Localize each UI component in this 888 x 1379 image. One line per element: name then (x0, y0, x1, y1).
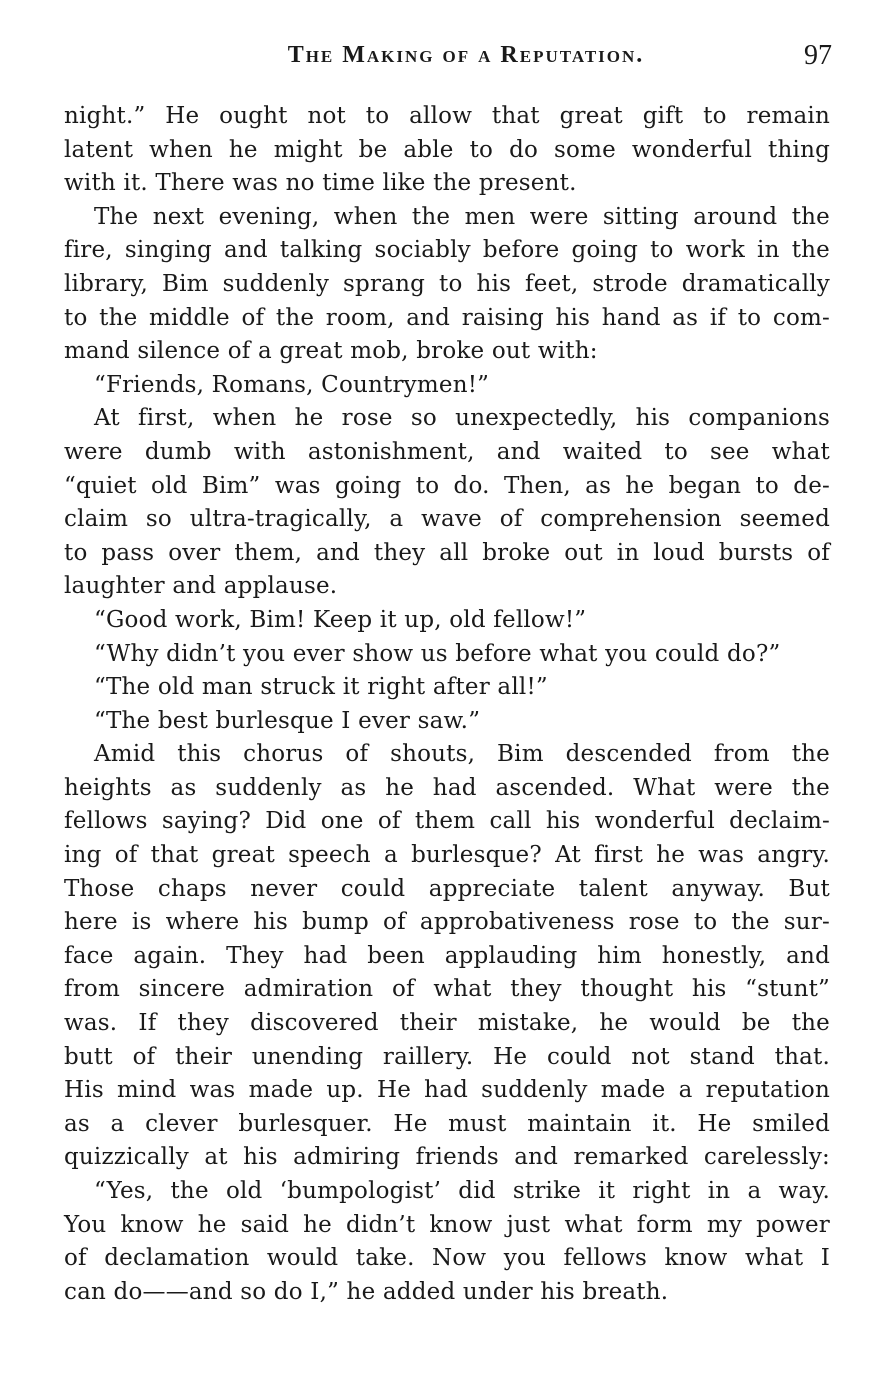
text-line: Those chaps never could appreciate talent anyway. But (64, 875, 830, 902)
text-line: “The best burlesque I ever saw.” (94, 707, 481, 734)
text-line: His mind was made up. He had suddenly made a reputation (64, 1077, 830, 1104)
text-line: to the middle of the room, and raising his hand as if to com- (64, 304, 830, 331)
text-line: here is where his bump of approbativeness rose to the sur- (64, 909, 830, 936)
text-line: to pass over them, and they all broke out in loud bursts of (64, 539, 830, 566)
page-number: 97 (804, 40, 832, 71)
text-line: fellows saying? Did one of them call his wonderful declaim- (64, 808, 830, 835)
text-line: butt of their unending raillery. He could not stand that. (64, 1043, 830, 1070)
text-line: You know he said he didn’t know just what form my power (64, 1211, 830, 1238)
running-title: The Making of a Reputation. (287, 42, 645, 68)
body-text (64, 100, 830, 1309)
text-line: “quiet old Bim” was going to do. Then, as he began to de- (64, 472, 830, 499)
text-line: claim so ultra-tragically, a wave of comprehension seemed (64, 506, 830, 533)
text-line: quizzically at his admiring friends and remarked carelessly: (64, 1144, 830, 1171)
text-line: with it. There was no time like the present. (64, 170, 577, 197)
text-line: from sincere admiration of what they thought his “stunt” (64, 976, 830, 1003)
text-line: Amid this chorus of shouts, Bim descended from the (94, 741, 830, 768)
text-line: ing of that great speech a burlesque? At first he was angry. (64, 842, 830, 869)
text-line: At first, when he rose so unexpectedly, his companions (94, 405, 830, 432)
text-line: The next evening, when the men were sitting around the (94, 203, 830, 230)
text-line: was. If they discovered their mistake, he would be the (64, 1010, 830, 1037)
text-line: fire, singing and talking sociably before going to work in the (64, 237, 830, 264)
text-line: heights as suddenly as he had ascended. What were the (64, 774, 830, 801)
text-line: face again. They had been applauding him honestly, and (64, 942, 830, 969)
text-line: can do——and so do I,” he added under his breath. (64, 1278, 669, 1305)
text-line: “Friends, Romans, Countrymen!” (94, 371, 490, 398)
text-line: “The old man struck it right after all!” (94, 674, 548, 701)
text-line: latent when he might be able to do some wonderful thing (64, 136, 830, 163)
text-line: “Good work, Bim! Keep it up, old fellow!” (94, 606, 587, 633)
text-line: laughter and applause. (64, 573, 338, 600)
text-line: were dumb with astonishment, and waited to see what (64, 438, 830, 465)
running-header (60, 42, 832, 78)
text-line: “Yes, the old ‘bumpologist’ did strike it right in a way. (94, 1178, 830, 1204)
text-line: of declamation would take. Now you fellows know what I (64, 1245, 830, 1272)
text-line: night.” He ought not to allow that great gift to remain (64, 103, 830, 129)
text-line: mand silence of a great mob, broke out with: (64, 338, 598, 365)
text-line: library, Bim suddenly sprang to his feet, strode dramatically (64, 270, 830, 297)
text-line: “Why didn’t you ever show us before what you could do?” (94, 640, 781, 667)
text-line: as a clever burlesquer. He must maintain it. He smiled (64, 1110, 830, 1137)
